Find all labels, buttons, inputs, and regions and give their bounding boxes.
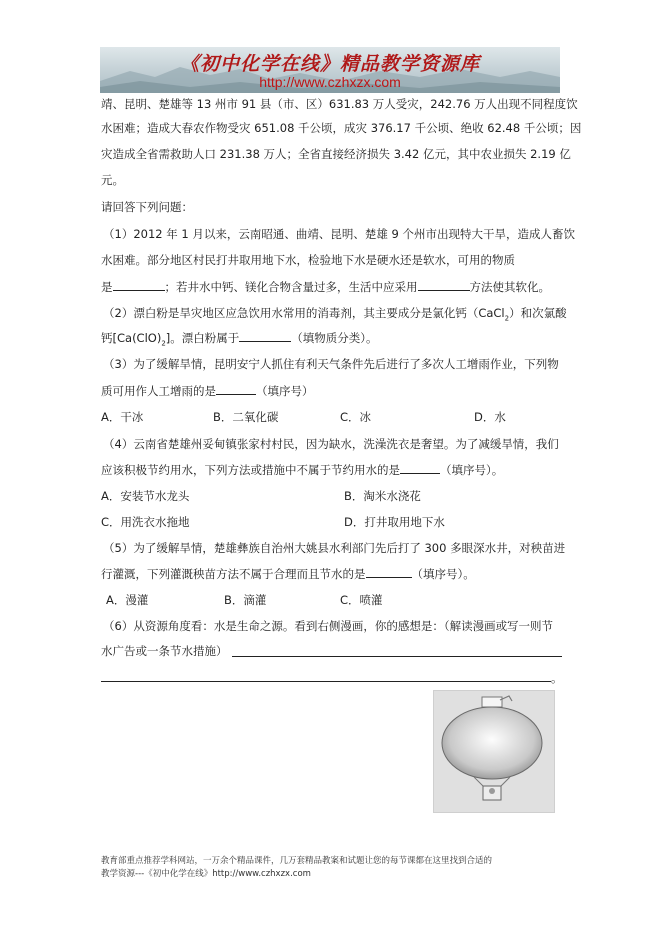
period-mark: 。 <box>551 671 563 685</box>
option-c[interactable]: C．冰 <box>340 410 372 424</box>
banner-url[interactable]: http://www.czhxzx.com <box>259 74 401 90</box>
option-b[interactable]: B．淘米水浇花 <box>344 489 421 503</box>
answer-blank[interactable] <box>239 329 291 342</box>
q3-line <box>101 382 314 399</box>
intro-line: 灾造成全省需救助人口 231.38 万人；全省直接经济损失 3.42 亿元，其中农业损失 2.19 亿 <box>101 147 571 161</box>
q5-text: 行灌溉，下列灌溉秧苗方法不属于合理而且节水的是 <box>101 567 366 581</box>
option-a[interactable]: A．安装节水龙头 <box>101 489 190 503</box>
q6-line: （6）从资源角度看：水是生命之源。看到右侧漫画，你的感想是：（解读漫画或写一则节 <box>103 619 554 633</box>
option-d[interactable]: D．打井取用地下水 <box>344 515 445 529</box>
q2-text: （2）漂白粉是旱灾地区应急饮用水常用的消毒剂，其主要成分是氯化钙（CaCl <box>103 306 505 320</box>
q1-line <box>101 278 550 295</box>
q3-line: （3）为了缓解旱情，昆明安宁人抓住有利天气条件先后进行了多次人工增雨作业，下列物 <box>103 357 559 371</box>
q2-text: （填物质分类）。 <box>291 331 378 345</box>
q1-line: 水困难。部分地区村民打井取用地下水，检验地下水是硬水还是软水，可用的物质 <box>101 253 515 267</box>
q3-text: （填序号） <box>256 384 314 398</box>
answer-blank[interactable] <box>418 278 470 291</box>
intro-line: 水困难；造成大春农作物受灾 651.08 千公顷，成灾 376.17 千公顷、绝收 62.48 千公顷；因 <box>101 121 582 135</box>
intro-line: 靖、昆明、楚雄等 13 州市 91 县（市、区）631.83 万人受灾，242.76 万人出现不同程度饮 <box>101 97 578 111</box>
q1-line: （1）2012 年 1 月以来，云南昭通、曲靖、昆明、楚雄 9 个州市出现特大干旱，造成人畜饮 <box>103 227 575 241</box>
q2-text: ]。漂白粉属于 <box>165 331 240 345</box>
footer-line: 教育部重点推荐学科网站，一万余个精品课件，几万套精品教案和试题让您的每节课都在这里找到合适的 <box>101 856 493 866</box>
q1-text: 方法使其软化。 <box>469 280 550 294</box>
q2-text: ）和次氯酸 <box>509 306 567 320</box>
banner-title: 《初中化学在线》精品教学资源库 <box>179 53 480 75</box>
prompt-text: 请回答下列问题： <box>101 200 193 214</box>
footer-link[interactable]: http://www.czhxzx.com <box>212 869 311 879</box>
option-a[interactable]: A．漫灌 <box>106 593 149 607</box>
q4-text: （填序号）。 <box>440 463 504 477</box>
subscript: 2 <box>161 339 166 348</box>
answer-blank[interactable] <box>216 382 256 395</box>
header-banner <box>100 47 560 93</box>
option-a[interactable]: A．干冰 <box>101 410 144 424</box>
q4-line <box>101 461 503 478</box>
q5-line: （5）为了缓解旱情，楚雄彝族自治州大姚县水利部门先后打了 300 多眼深水井，对秧苗进 <box>103 541 566 555</box>
footer-text: 教学资源---《初中化学在线》 <box>101 869 213 879</box>
q4-line: （4）云南省楚雄州妥甸镇张家村村民，因为缺水，洗澡洗衣是奢望。为了减缓旱情，我们 <box>103 437 559 451</box>
subscript: 2 <box>504 314 510 323</box>
q5-line <box>101 565 475 582</box>
q6-line: 水广告或一条节水措施） <box>101 644 228 658</box>
q1-text: 是 <box>101 280 113 294</box>
comic-illustration <box>434 691 554 812</box>
water-saving-comic <box>433 690 555 813</box>
q5-text: （填序号）。 <box>411 567 475 581</box>
footer-line <box>101 868 571 881</box>
option-b[interactable]: B．二氧化碳 <box>213 410 279 424</box>
page-footer <box>101 855 571 881</box>
q2-text: 钙[Ca(ClO) <box>101 331 162 345</box>
answer-line[interactable] <box>101 681 551 682</box>
answer-blank[interactable] <box>366 565 412 578</box>
option-c[interactable]: C．用洗衣水拖地 <box>101 515 190 529</box>
q3-text: 质可用作人工增雨的是 <box>101 384 216 398</box>
answer-blank[interactable] <box>400 461 440 474</box>
option-b[interactable]: B．滴灌 <box>224 593 267 607</box>
q4-text: 应该积极节约用水，下列方法或措施中不属于节约用水的是 <box>101 463 400 477</box>
q1-text: ；若井水中钙、镁化合物含量过多，生活中应采用 <box>164 280 418 294</box>
answer-line[interactable] <box>232 656 562 657</box>
option-c[interactable]: C．喷灌 <box>340 593 383 607</box>
q2-line <box>103 305 567 326</box>
option-d[interactable]: D．水 <box>474 410 506 424</box>
intro-line: 元。 <box>101 173 124 187</box>
q2-line <box>101 329 378 351</box>
answer-blank[interactable] <box>113 278 165 291</box>
